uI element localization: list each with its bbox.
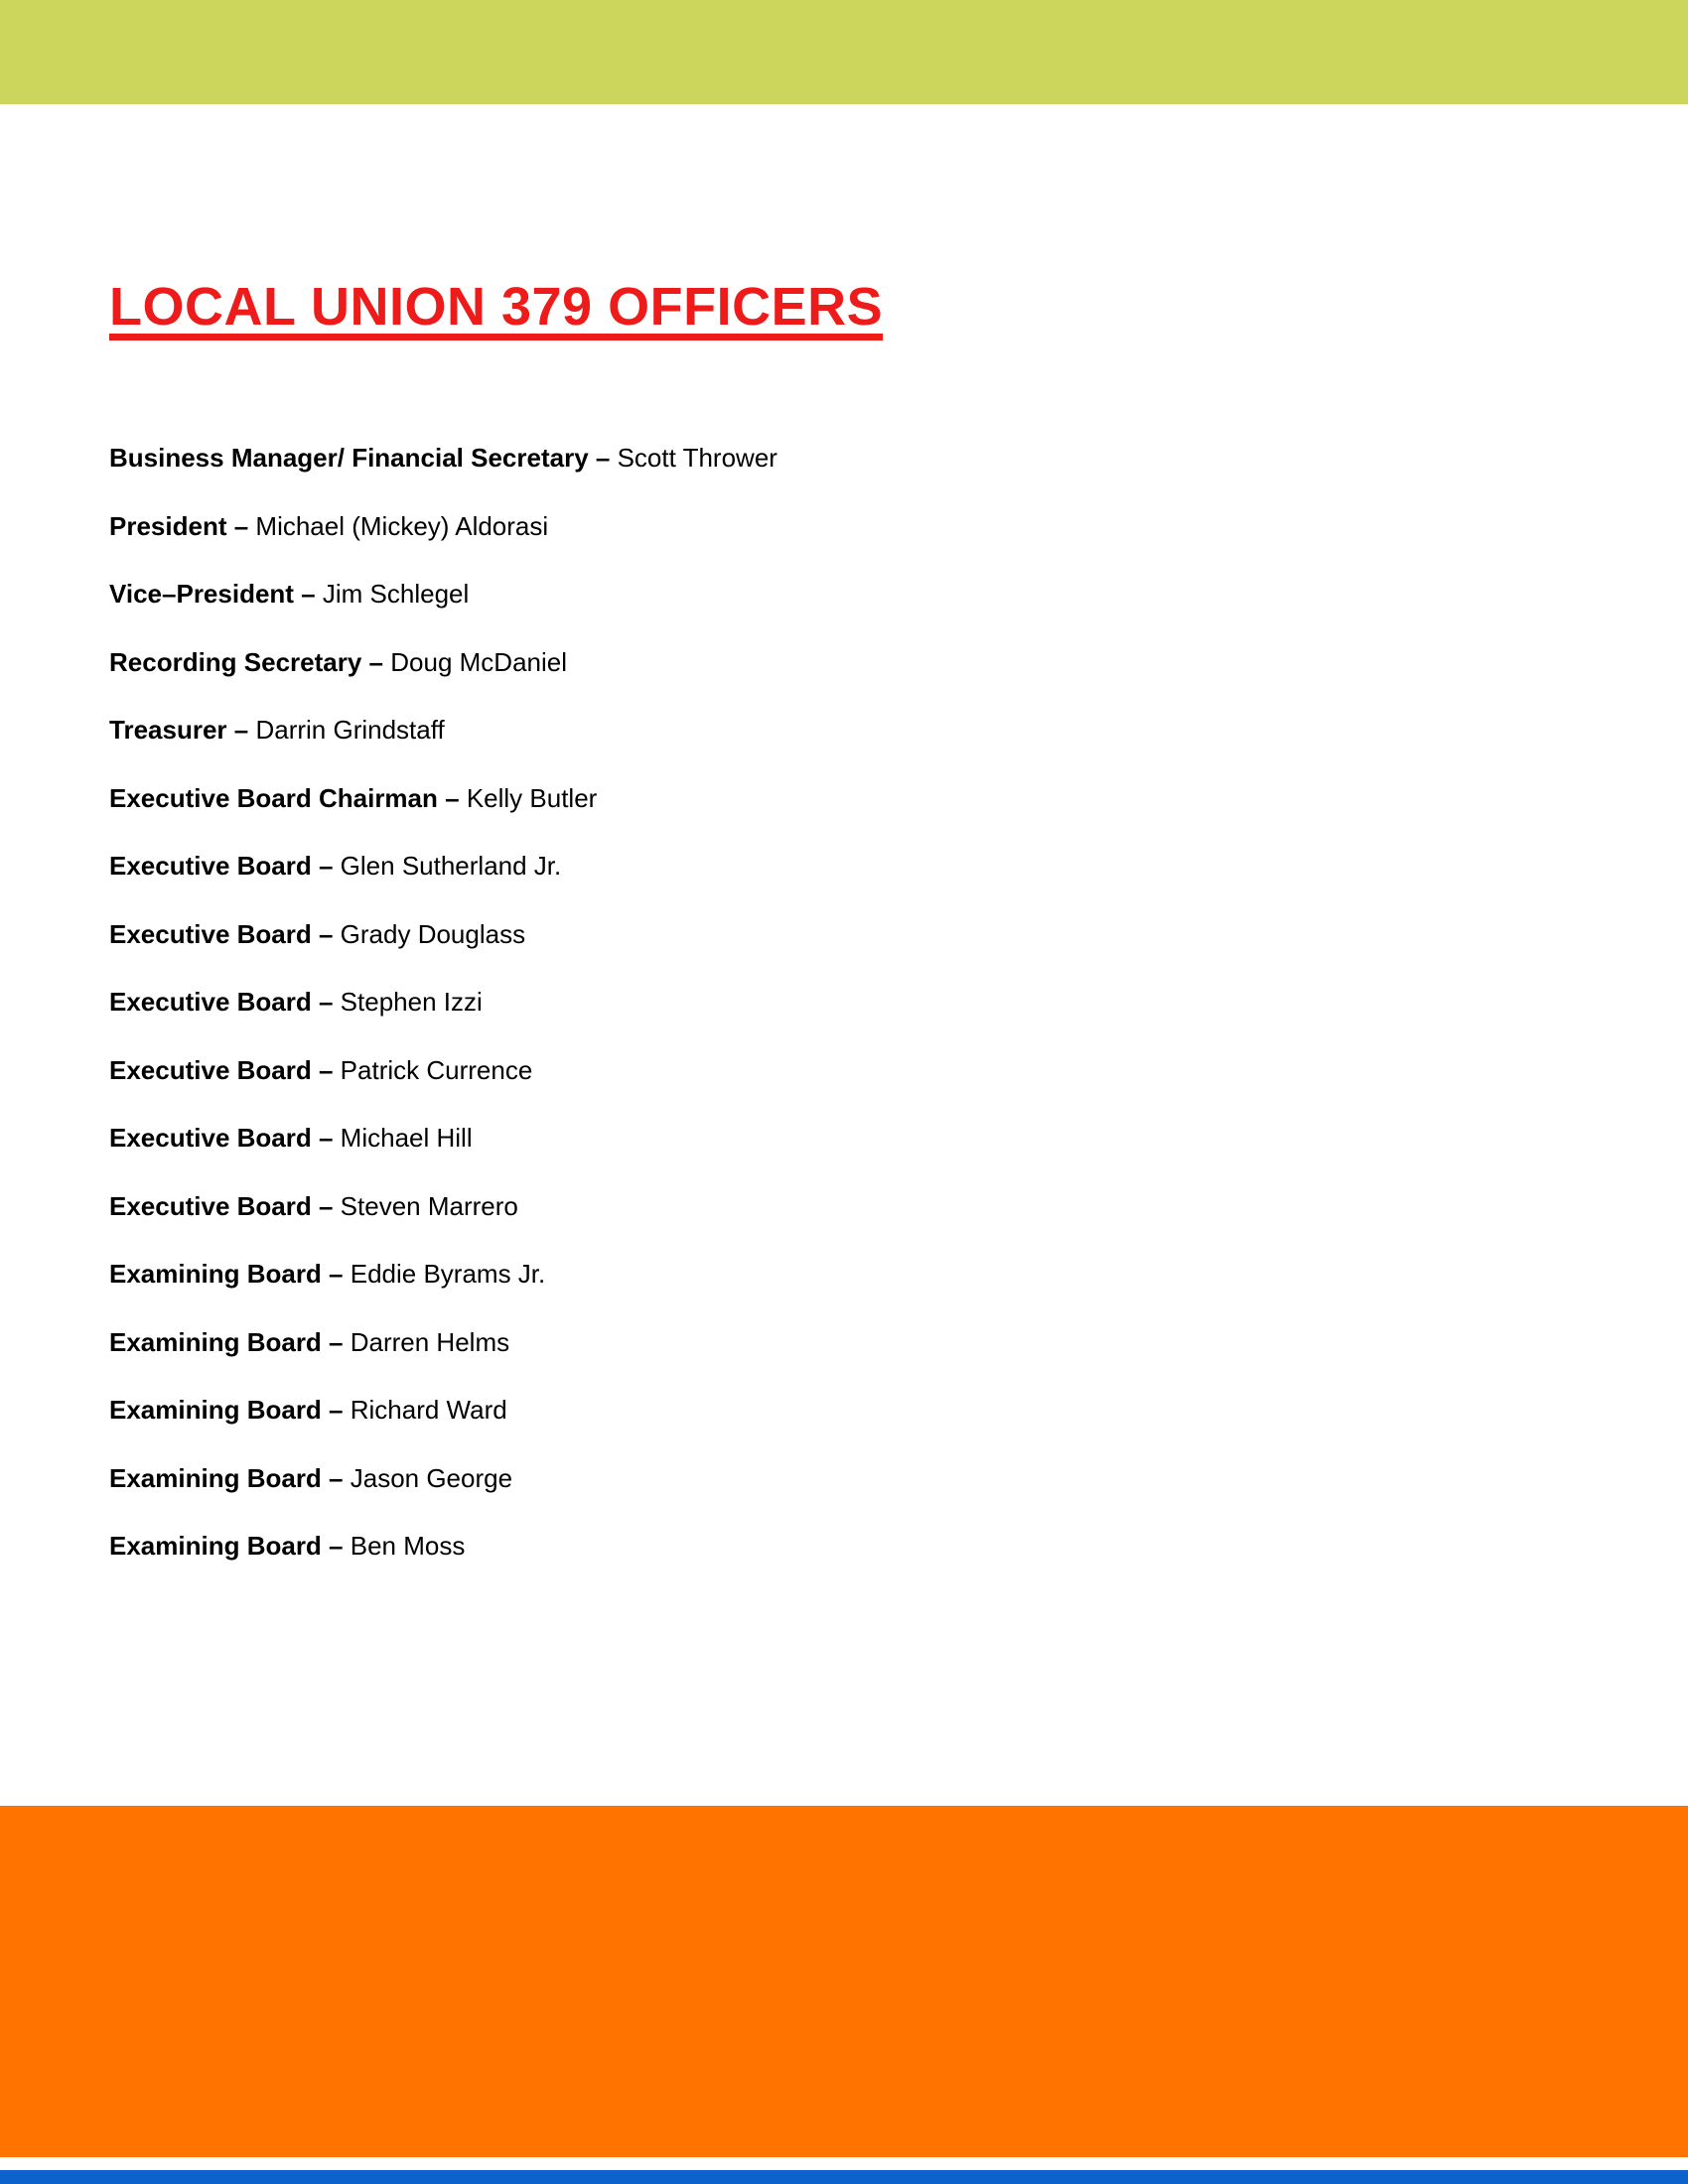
officer-list-item [109,783,777,813]
officer-list-item [109,1123,777,1153]
officer-role: President – [109,510,249,541]
officer-name: Scott Thrower [617,443,777,473]
officer-list-item [109,443,777,473]
officer-name: Michael Hill [340,1123,473,1153]
officer-name: Doug McDaniel [390,646,567,677]
officer-list-item [109,579,777,609]
officer-name: Darrin Grindstaff [255,715,445,745]
page-title: LOCAL UNION 379 OFFICERS [109,277,884,337]
officer-role: Vice–President – [109,579,316,609]
officer-role: Examining Board – [109,1531,344,1561]
officer-role: Executive Board – [109,1190,334,1221]
officer-list-item [109,851,777,881]
footer-color-block [0,1806,1688,2157]
officer-role: Executive Board – [109,918,334,949]
officer-list-item [109,1531,777,1561]
officer-role: Executive Board Chairman – [109,782,460,813]
officer-list-item [109,715,777,745]
officer-name: Michael (Mickey) Aldorasi [255,510,549,541]
officer-name: Ben Moss [350,1531,466,1561]
officer-list-item [109,1055,777,1085]
officer-list-item [109,1395,777,1425]
officer-role: Executive Board – [109,851,334,881]
officer-name: Jason George [350,1462,513,1493]
officer-role: Executive Board – [109,1054,334,1085]
officer-role: Business Manager/ Financial Secretary – [109,443,611,473]
officer-name: Darren Helms [350,1326,510,1357]
officer-list [109,443,777,1599]
officer-name: Grady Douglass [340,918,526,949]
officer-role: Examining Board – [109,1259,344,1289]
officer-name: Richard Ward [350,1395,507,1425]
officer-list-item [109,511,777,541]
officer-role: Treasurer – [109,715,249,745]
officer-list-item [109,1327,777,1357]
officer-list-item [109,919,777,949]
officer-role: Executive Board – [109,1123,334,1153]
officer-name: Eddie Byrams Jr. [350,1259,546,1289]
officer-name: Stephen Izzi [340,987,483,1017]
officer-role: Executive Board – [109,987,334,1017]
header-color-bar [0,0,1688,104]
officer-list-item [109,647,777,677]
officer-name: Patrick Currence [340,1054,533,1085]
officer-list-item [109,1191,777,1221]
officer-list-item [109,987,777,1017]
officer-list-item [109,1463,777,1493]
officer-role: Recording Secretary – [109,646,384,677]
officer-name: Jim Schlegel [322,579,470,609]
officer-role: Examining Board – [109,1462,344,1493]
officer-name: Glen Sutherland Jr. [340,851,562,881]
officer-list-item [109,1259,777,1289]
officer-name: Steven Marrero [340,1190,518,1221]
officer-role: Examining Board – [109,1395,344,1425]
officer-role: Examining Board – [109,1326,344,1357]
officer-name: Kelly Butler [466,782,598,813]
footer-blue-strip [0,2170,1688,2184]
